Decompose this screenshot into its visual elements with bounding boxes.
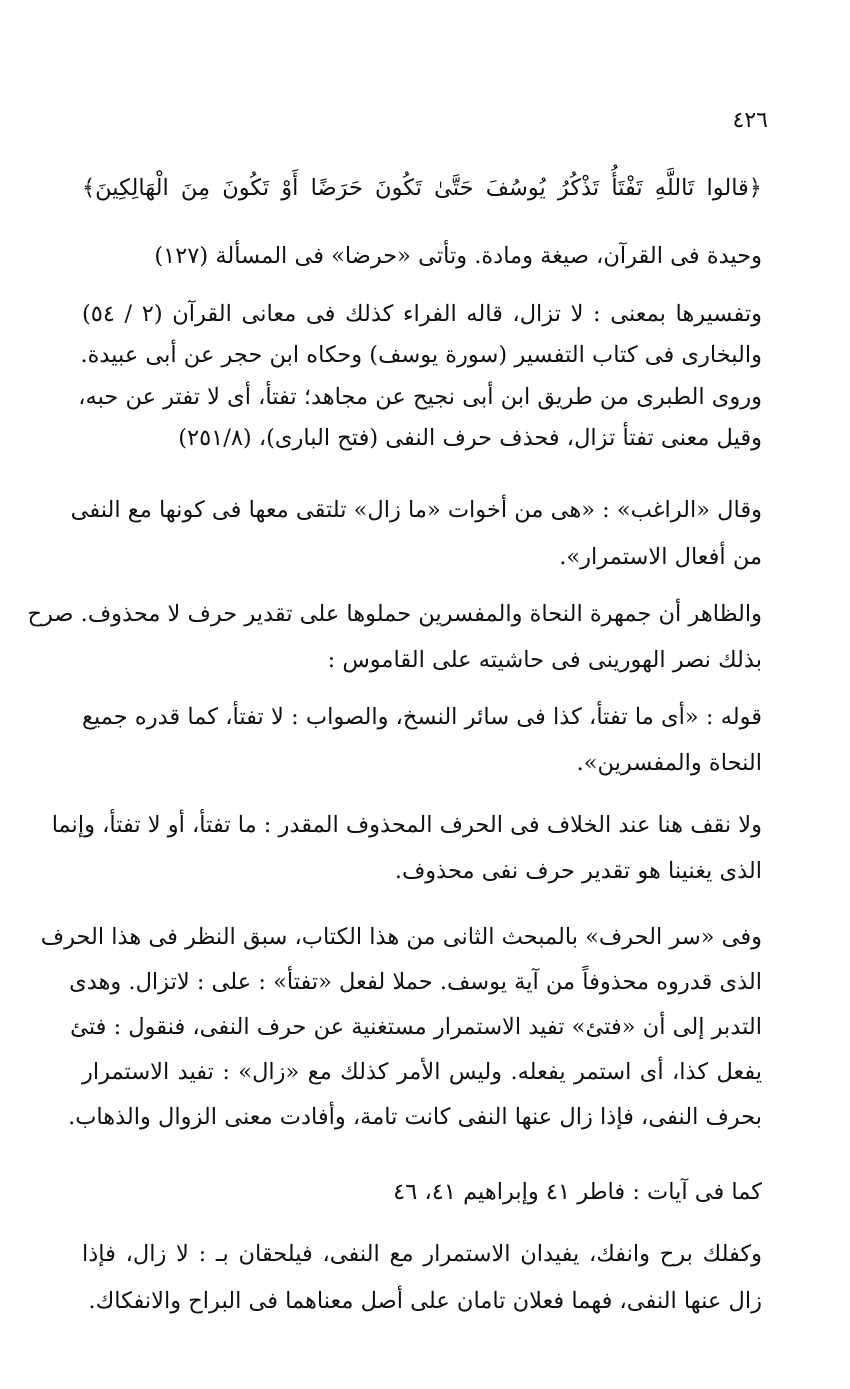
paragraph-2-line-2: والبخارى فى كتاب التفسير (سورة يوسف) وحكاه ابن حجر عن أبى عبيدة.	[80, 342, 762, 368]
paragraph-1-line-1: وحيدة فى القرآن، صيغة ومادة. وتأتى «حرضا» فى المسألة (١٢٧)	[154, 243, 762, 269]
page-number: ٤٢٦	[732, 108, 768, 133]
paragraph-2-line-1: وتفسيرها بمعنى : لا تزال، قاله الفراء كذلك فى معانى القرآن (٢ / ٥٤)	[82, 301, 762, 327]
paragraph-9-line-1: وكفلك برح وانفك، يفيدان الاستمرار مع النفى، فيلحقان بـ : لا زال، فإذا	[82, 1241, 762, 1267]
paragraph-5-line-2: النحاة والمفسرين».	[576, 750, 762, 776]
paragraph-7-line-5: بحرف النفى، فإذا زال عنها النفى كانت تامة، وأفادت معنى الزوال والذهاب.	[68, 1104, 762, 1130]
paragraph-7-line-3: التدبر إلى أن «فتئ» تفيد الاستمرار مستغنية عن حرف النفى، فنقول : فتئ	[70, 1014, 762, 1040]
paragraph-8-line-1: كما فى آيات : فاطر ٤١ وإبراهيم ٤١، ٤٦	[393, 1179, 762, 1205]
paragraph-6-line-2: الذى يغنينا هو تقدير حرف نفى محذوف.	[394, 858, 762, 884]
paragraph-7-line-1: وفى «سر الحرف» بالمبحث الثانى من هذا الكتاب، سبق النظر فى هذا الحرف	[40, 924, 762, 950]
paragraph-2-line-4: وقيل معنى تفتأ تزال، فحذف حرف النفى (فتح البارى)، (٢٥١/٨)	[178, 425, 762, 451]
paragraph-3-line-2: من أفعال الاستمرار».	[559, 544, 762, 570]
paragraph-5-line-1: قوله : «أى ما تفتأ، كذا فى سائر النسخ، والصواب : لا تفتأ، كما قدره جميع	[82, 704, 762, 730]
paragraph-7-line-2: الذى قدروه محذوفاً من آية يوسف. حملا لفعل «تفتأ» : على : لاتزال. وهدى	[69, 969, 762, 995]
paragraph-2-line-3: وروى الطبرى من طريق ابن أبى نجيح عن مجاهد؛ تفتأ، أى لا تفتر عن حبه،	[78, 384, 762, 410]
paragraph-6-line-1: ولا نقف هنا عند الخلاف فى الحرف المحذوف المقدر : ما تفتأ، أو لا تفتأ، وإنما	[51, 812, 762, 838]
quran-verse: ﴿قالوا تَاللَّهِ تَفْتَأُ تَذْكُرُ يُوسُفَ حَتَّىٰ تَكُونَ حَرَضًا أَوْ تَكُونَ مِنَ الْهَالِكِينَ﴾	[82, 175, 762, 201]
paragraph-3-line-1: وقال «الراغب» : «هى من أخوات «ما زال» تلتقى معها فى كونها مع النفى	[70, 497, 762, 523]
paragraph-4-line-1: والظاهر أن جمهرة النحاة والمفسرين حملوها على تقدير حرف لا محذوف. صرح	[27, 601, 762, 627]
paragraph-9-line-2: زال عنها النفى، فهما فعلان تامان على أصل معناهما فى البراح والانفكاك.	[88, 1288, 762, 1314]
paragraph-4-line-2: بذلك نصر الهورينى فى حاشيته على القاموس :	[327, 647, 762, 673]
paragraph-7-line-4: يفعل كذا، أى استمر يفعله. وليس الأمر كذلك مع «زال» : تفيد الاستمرار	[82, 1059, 762, 1085]
